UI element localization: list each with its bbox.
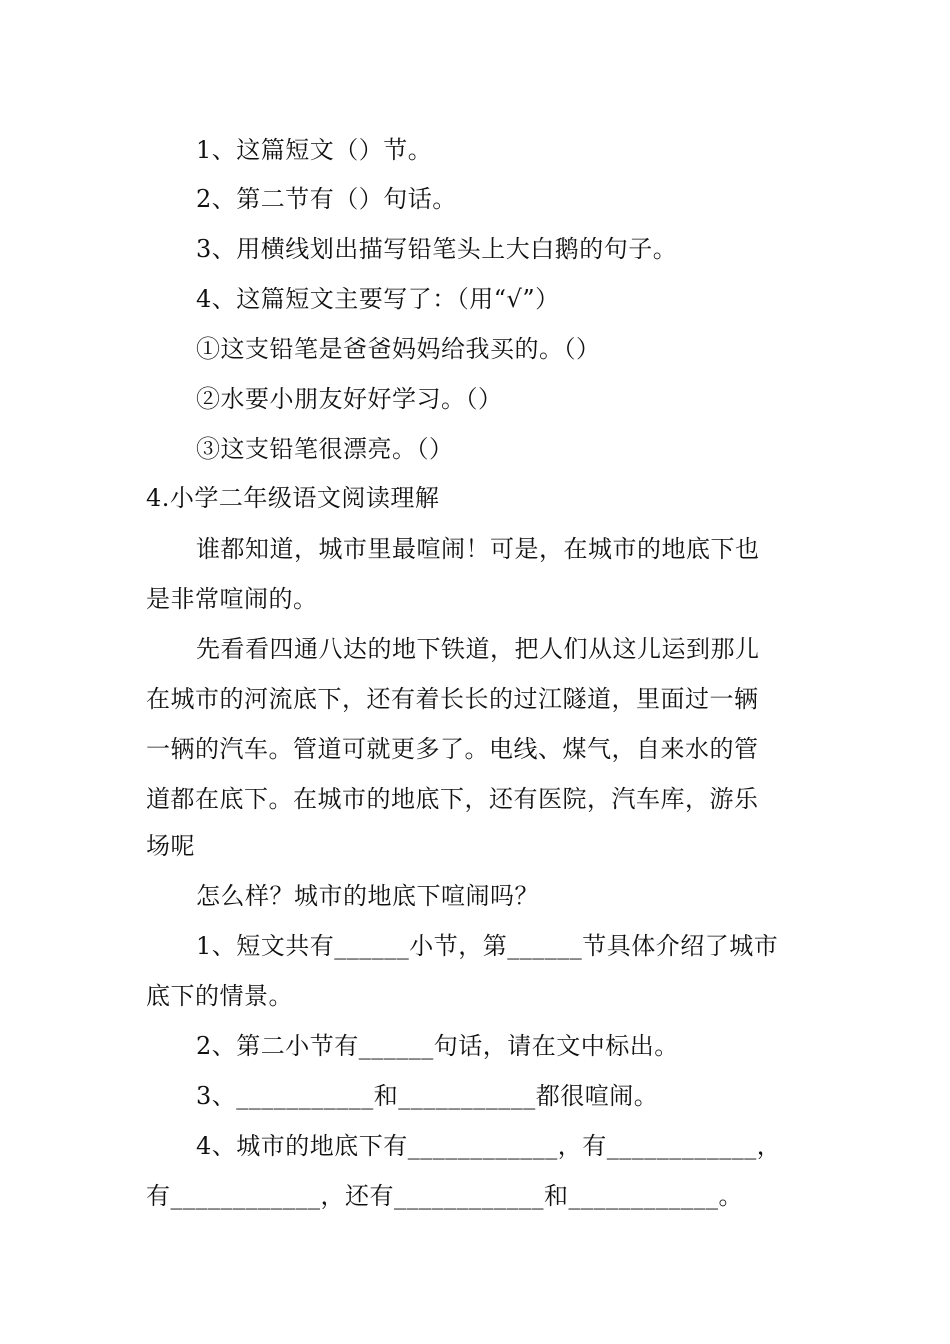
question-line: 1、短文共有______小节，第______节具体介绍了城市 <box>196 932 779 960</box>
option-2: ②水要小朋友好好学习。（） <box>196 385 503 413</box>
question-line: 底下的情景。 <box>146 982 293 1010</box>
question-2: 2、第二节有（）句话。 <box>196 185 457 213</box>
passage-line: 先看看四通八达的地下铁道，把人们从这儿运到那儿 <box>196 635 760 663</box>
option-3: ③这支铅笔很漂亮。（） <box>196 435 454 463</box>
passage-line: 是非常喧闹的。 <box>146 585 318 613</box>
passage-line: 怎么样？城市的地底下喧闹吗？ <box>196 882 539 910</box>
question-4: 4、这篇短文主要写了：（用“√”） <box>196 285 560 313</box>
section-title: 4.小学二年级语文阅读理解 <box>146 484 440 512</box>
passage-line: 场呢 <box>146 832 195 860</box>
passage-line: 谁都知道，城市里最喧闹！可是，在城市的地底下也 <box>196 535 760 563</box>
question-3: 3、用横线划出描写铅笔头上大白鹅的句子。 <box>196 235 678 263</box>
option-1: ①这支铅笔是爸爸妈妈给我买的。（） <box>196 335 601 363</box>
question-1: 1、这篇短文（）节。 <box>196 136 433 164</box>
passage-line: 道都在底下。在城市的地底下，还有医院，汽车库，游乐 <box>146 785 759 813</box>
question-line: 有____________，还有____________和____________。 <box>146 1182 743 1210</box>
question-line: 4、城市的地底下有____________，有____________， <box>196 1132 782 1160</box>
question-line: 3、___________和___________都很喧闹。 <box>196 1082 659 1110</box>
passage-line: 一辆的汽车。管道可就更多了。电线、煤气，自来水的管 <box>146 735 759 763</box>
passage-line: 在城市的河流底下，还有着长长的过江隧道，里面过一辆 <box>146 685 759 713</box>
question-line: 2、第二小节有______句话，请在文中标出。 <box>196 1032 679 1060</box>
